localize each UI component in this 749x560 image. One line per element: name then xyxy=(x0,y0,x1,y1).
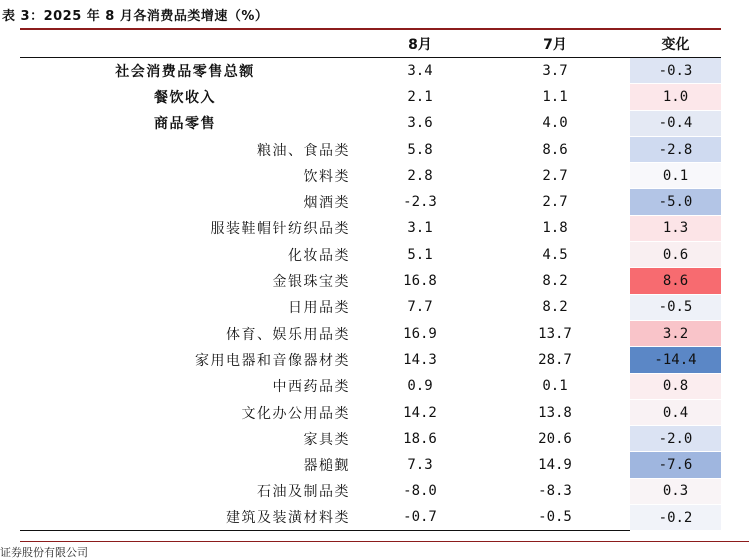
change-value-cell: 1.3 xyxy=(630,215,721,241)
caption-rule xyxy=(20,28,721,30)
table-row xyxy=(20,452,721,478)
august-value-cell: 2.1 xyxy=(407,88,433,105)
table-row xyxy=(20,294,721,320)
change-value-cell: 8.6 xyxy=(630,268,721,294)
july-value-cell: 1.8 xyxy=(542,220,568,237)
header-row xyxy=(20,31,721,58)
category-cell: 体育、娱乐用品类 xyxy=(226,326,350,343)
category-cell: 服装鞋帽针纺织品类 xyxy=(210,221,350,238)
table-row xyxy=(20,373,721,399)
july-value-cell: 28.7 xyxy=(538,351,572,368)
change-value-cell: -14.4 xyxy=(630,347,721,373)
category-cell: 粮油、食品类 xyxy=(257,142,350,159)
table-row xyxy=(20,110,721,136)
change-value-cell: 3.2 xyxy=(630,320,721,346)
table-row xyxy=(20,505,721,531)
july-value-cell: -0.5 xyxy=(538,509,572,526)
table-row xyxy=(20,426,721,452)
table-row xyxy=(20,58,721,84)
table-row xyxy=(20,347,721,373)
category-cell: 家具类 xyxy=(303,431,350,448)
july-value-cell: 13.8 xyxy=(538,404,572,421)
change-value-cell: 0.8 xyxy=(630,373,721,399)
change-value-cell: -2.8 xyxy=(630,136,721,162)
july-value-cell: 8.6 xyxy=(542,141,568,158)
august-value-cell: 2.8 xyxy=(407,167,433,184)
august-value-cell: 14.2 xyxy=(403,404,437,421)
change-value-cell: 0.1 xyxy=(630,163,721,189)
july-value-cell: 20.6 xyxy=(538,430,572,447)
category-cell: 石油及制品类 xyxy=(257,484,350,501)
table-row xyxy=(20,84,721,110)
august-value-cell: 5.8 xyxy=(407,141,433,158)
consumption-growth-table xyxy=(20,31,721,531)
change-value-cell: -0.3 xyxy=(630,58,721,84)
change-value-cell: -0.5 xyxy=(630,294,721,320)
category-cell: 烟酒类 xyxy=(303,195,350,212)
august-value-cell: 0.9 xyxy=(407,378,433,395)
change-value-cell: -5.0 xyxy=(630,189,721,215)
table-body xyxy=(20,58,721,531)
table-caption: 表 3：2025 年 8 月各消费品类增速（%） xyxy=(2,9,269,24)
table-row xyxy=(20,163,721,189)
august-value-cell: -2.3 xyxy=(403,194,437,211)
july-value-cell: -8.3 xyxy=(538,483,572,500)
july-value-cell: 4.0 xyxy=(542,115,568,132)
august-value-cell: 7.7 xyxy=(407,299,433,316)
august-value-cell: -8.0 xyxy=(403,483,437,500)
category-cell: 建筑及装潢材料类 xyxy=(226,510,350,527)
table-row xyxy=(20,215,721,241)
july-value-cell: 8.2 xyxy=(542,273,568,290)
july-value-cell: 13.7 xyxy=(538,325,572,342)
august-value-cell: 7.3 xyxy=(407,457,433,474)
category-cell: 金银珠宝类 xyxy=(272,274,350,291)
change-value-cell: 0.6 xyxy=(630,242,721,268)
category-cell: 文化办公用品类 xyxy=(241,405,350,422)
july-value-cell: 1.1 xyxy=(542,88,568,105)
table-row xyxy=(20,268,721,294)
data-table xyxy=(20,31,721,531)
category-cell: 家用电器和音像器材类 xyxy=(195,352,350,369)
table-row xyxy=(20,478,721,504)
august-value-cell: 3.4 xyxy=(407,62,433,79)
change-value-cell: -0.2 xyxy=(630,505,721,531)
change-value-cell: -0.4 xyxy=(630,110,721,136)
header-august: 8月 xyxy=(408,37,432,53)
header-change: 变化 xyxy=(661,37,690,53)
footer-source: 证券股份有限公司 xyxy=(0,546,88,559)
table-row xyxy=(20,320,721,346)
change-value-cell: -7.6 xyxy=(630,452,721,478)
table-row xyxy=(20,399,721,425)
july-value-cell: 4.5 xyxy=(542,246,568,263)
change-value-cell: 1.0 xyxy=(630,84,721,110)
category-cell: 餐饮收入 xyxy=(154,89,216,106)
page-footer xyxy=(0,540,749,559)
category-cell: 器槌觐 xyxy=(303,458,350,475)
july-value-cell: 14.9 xyxy=(538,457,572,474)
change-value-cell: -2.0 xyxy=(630,426,721,452)
table-row xyxy=(20,136,721,162)
header-category xyxy=(20,31,360,58)
august-value-cell: 3.6 xyxy=(407,115,433,132)
august-value-cell: 14.3 xyxy=(403,351,437,368)
footer-rule xyxy=(20,541,749,542)
july-value-cell: 8.2 xyxy=(542,299,568,316)
august-value-cell: 5.1 xyxy=(407,246,433,263)
table-row xyxy=(20,242,721,268)
august-value-cell: -0.7 xyxy=(403,509,437,526)
august-value-cell: 18.6 xyxy=(403,430,437,447)
table-row xyxy=(20,189,721,215)
august-value-cell: 16.8 xyxy=(403,273,437,290)
header-july: 7月 xyxy=(543,37,567,53)
change-value-cell: 0.3 xyxy=(630,478,721,504)
category-cell: 日用品类 xyxy=(288,300,350,317)
august-value-cell: 16.9 xyxy=(403,325,437,342)
category-cell: 化妆品类 xyxy=(288,247,350,264)
category-cell: 饮料类 xyxy=(303,168,350,185)
july-value-cell: 2.7 xyxy=(542,194,568,211)
august-value-cell: 3.1 xyxy=(407,220,433,237)
change-value-cell: 0.4 xyxy=(630,399,721,425)
category-cell: 社会消费品零售总额 xyxy=(115,63,255,80)
july-value-cell: 2.7 xyxy=(542,167,568,184)
category-cell: 中西药品类 xyxy=(272,379,350,396)
category-cell: 商品零售 xyxy=(154,116,216,133)
july-value-cell: 0.1 xyxy=(542,378,568,395)
july-value-cell: 3.7 xyxy=(542,62,568,79)
